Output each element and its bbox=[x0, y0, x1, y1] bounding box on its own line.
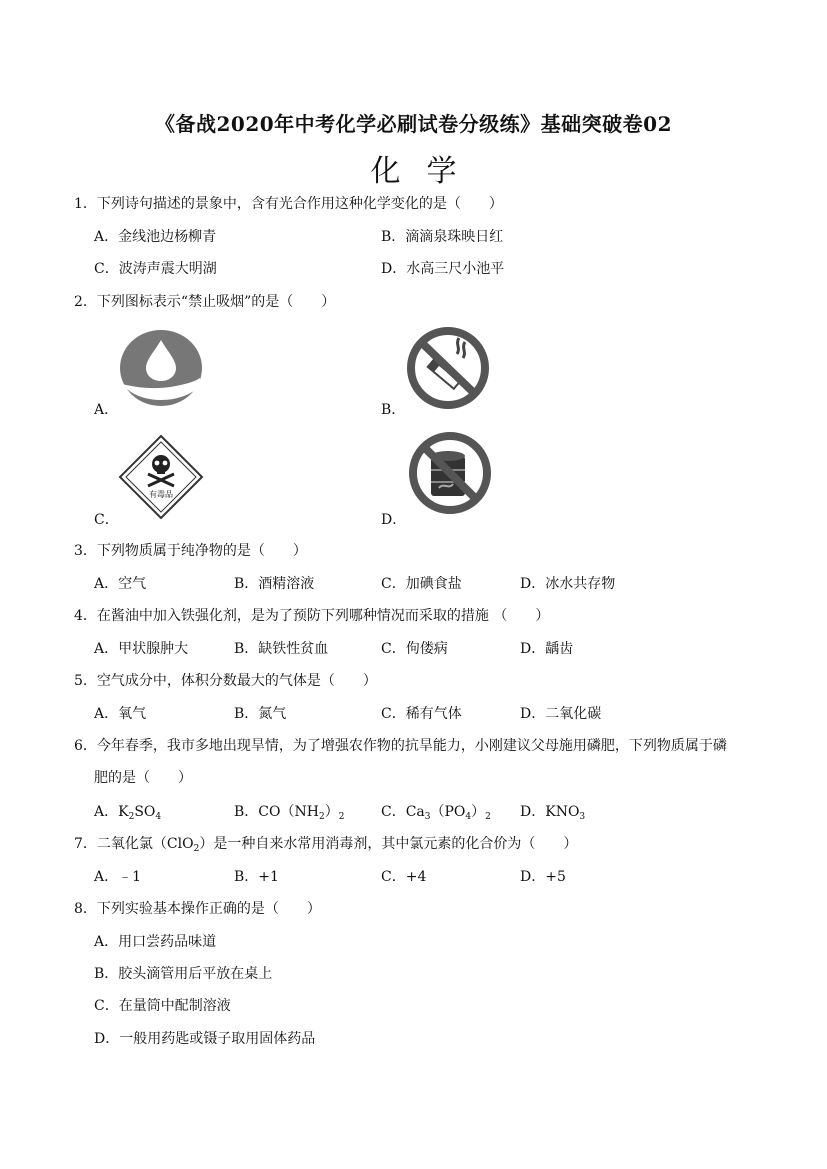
question-6-continued: 肥的是（ ） bbox=[94, 770, 192, 786]
q4-option-d[interactable]: D．龋齿 bbox=[520, 641, 574, 657]
toxic-label: 有毒品 bbox=[149, 490, 173, 499]
q6-option-d[interactable]: D．$KNO_3$ bbox=[520, 804, 586, 822]
q8-option-a[interactable]: A．用口尝药品味道 bbox=[94, 934, 217, 950]
subject-heading: 化学 bbox=[370, 154, 483, 189]
q7-option-b[interactable]: B．+1 bbox=[234, 869, 279, 885]
q3-option-a[interactable]: A．空气 bbox=[94, 576, 147, 592]
q7-option-d[interactable]: D．+5 bbox=[520, 869, 566, 885]
exam-title: 《备战2020年中考化学必刷试卷分级练》基础突破卷02 bbox=[155, 112, 672, 136]
q6-option-a[interactable]: A．$K_2SO_4$ bbox=[94, 804, 162, 822]
q5-option-a[interactable]: A．氧气 bbox=[94, 706, 147, 722]
question-6: 6．今年春季，我市多地出现旱情，为了增强农作物的抗旱能力，小刚建议父母施用磷肥，下列物质属于磷 bbox=[74, 738, 727, 754]
question-2: 2．下列图标表示“禁止吸烟”的是（ ） bbox=[74, 294, 336, 310]
q6-option-b[interactable]: B．$CO(NH_2)_2$ bbox=[234, 804, 345, 822]
q7-option-a[interactable]: A．﹣1 bbox=[94, 869, 142, 885]
no-oil-drum-icon bbox=[405, 430, 495, 516]
q8-option-c[interactable]: C．在量筒中配制溶液 bbox=[94, 998, 231, 1014]
question-5: 5．空气成分中，体积分数最大的气体是（ ） bbox=[74, 673, 377, 689]
q2-option-b[interactable]: B． bbox=[381, 402, 406, 418]
question-1 bbox=[74, 193, 503, 213]
q1-option-a[interactable]: A．金线池边杨柳青 bbox=[94, 229, 217, 245]
question-7: 7．二氧化氯（ClO$_2$）是一种自来水常用消毒剂，其中氯元素的化合价为（ ） bbox=[74, 836, 578, 854]
q1-option-d[interactable]: D．水高三尺小池平 bbox=[381, 261, 505, 277]
q1-option-c[interactable]: C．波涛声震大明湖 bbox=[94, 261, 217, 277]
q6-option-c[interactable]: C．$Ca_3(PO_4)_2$ bbox=[381, 804, 491, 822]
q1-option-b[interactable]: B．滴滴泉珠映日红 bbox=[381, 229, 504, 245]
q3-option-c[interactable]: C．加碘食盐 bbox=[381, 576, 462, 592]
q3-option-d[interactable]: D．冰水共存物 bbox=[520, 576, 616, 592]
q4-option-b[interactable]: B．缺铁性贫血 bbox=[234, 641, 329, 657]
question-text: 下列诗句描述的景象中，含有光合作用这种化学变化的是（ ） bbox=[96, 196, 503, 212]
q5-option-d[interactable]: D．二氧化碳 bbox=[520, 706, 602, 722]
water-saving-icon bbox=[118, 328, 204, 408]
q4-option-c[interactable]: C．佝偻病 bbox=[381, 641, 448, 657]
no-smoking-icon bbox=[405, 326, 491, 410]
q2-option-d[interactable]: D． bbox=[381, 512, 407, 528]
q5-option-c[interactable]: C．稀有气体 bbox=[381, 706, 462, 722]
toxic-hazard-icon bbox=[118, 434, 204, 520]
question-8: 8．下列实验基本操作正确的是（ ） bbox=[74, 901, 321, 917]
q2-option-a[interactable]: A． bbox=[94, 402, 119, 418]
question-4: 4．在酱油中加入铁强化剂，是为了预防下列哪种情况而采取的措施 （ ） bbox=[74, 608, 550, 624]
q8-option-b[interactable]: B．胶头滴管用后平放在桌上 bbox=[94, 966, 273, 982]
question-3: 3．下列物质属于纯净物的是（ ） bbox=[74, 543, 307, 559]
q7-option-c[interactable]: C．+4 bbox=[381, 869, 427, 885]
q4-option-a[interactable]: A．甲状腺肿大 bbox=[94, 641, 189, 657]
question-number: 1． bbox=[74, 196, 97, 212]
q3-option-b[interactable]: B．酒精溶液 bbox=[234, 576, 315, 592]
q5-option-b[interactable]: B．氮气 bbox=[234, 706, 287, 722]
q8-option-d[interactable]: D．一般用药匙或镊子取用固体药品 bbox=[94, 1031, 316, 1047]
q2-option-c[interactable]: C． bbox=[94, 512, 119, 528]
